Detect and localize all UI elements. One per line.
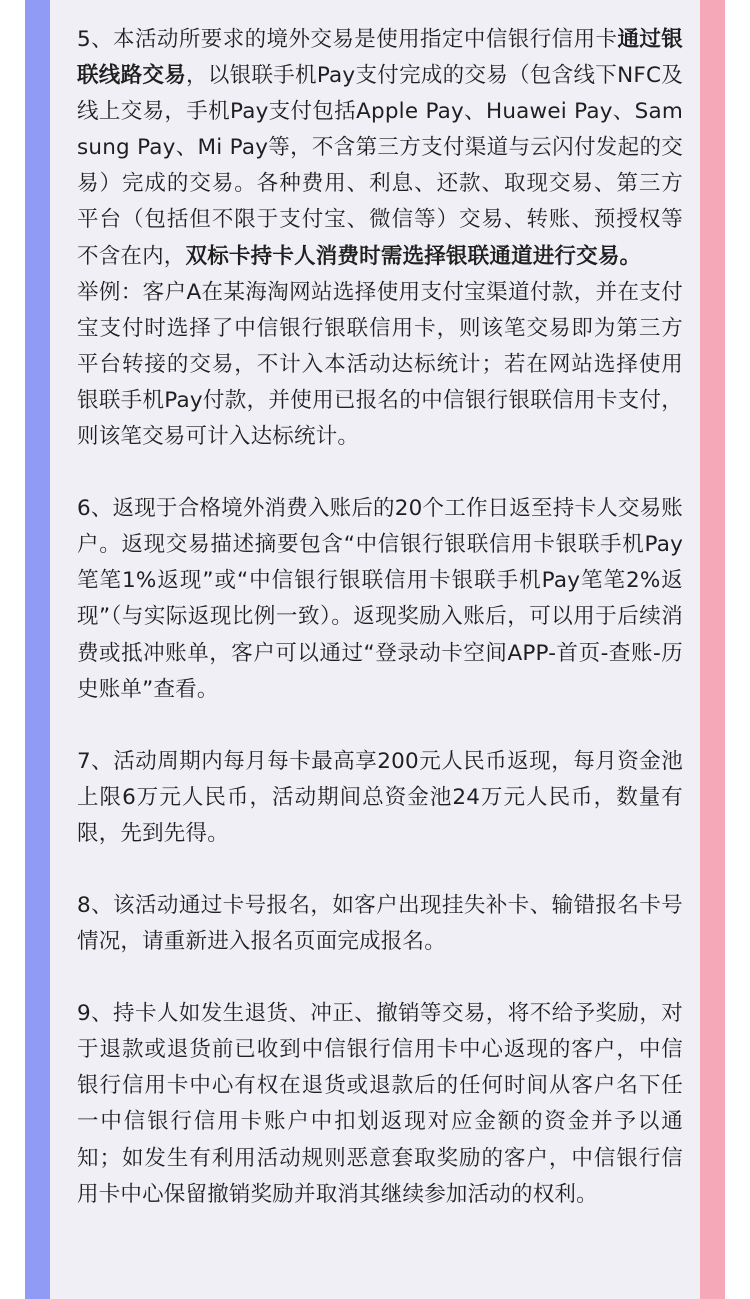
rule-7: 7、活动周期内每月每卡最高享200元人民币返现，每月资金池上限6万元人民币，活动期间总资金池24万元人民币，数量有限，先到先得。 xyxy=(77,748,683,846)
rule-5-example: 举例：客户A在某海淘网站选择使用支付宝渠道付款，并在支付宝支付时选择了中信银行银联信用卡，则该笔交易即为第三方平台转接的交易，不计入本活动达标统计；若在网站选择使用银联手机Pay付款，并使用已报名的中信银行银联信用卡支付，则该笔交易可计入达标统计。 xyxy=(77,279,683,450)
rules-text xyxy=(77,22,683,1213)
rule-5-text-c: ，以银联手机Pay支付完成的交易（包含线下NFC及线上交易，手机Pay支付包括Apple Pay、Huawei Pay、Samsung Pay、Mi Pay等，不含第三方支付渠道与云闪付发起的交易）完成的交易。各种费用、利息、还款、取现交易、第三方平台（包括但不限于支付宝、微信等）交易、转账、预授权等不含在内， xyxy=(77,63,683,269)
rule-5-text-a: 5、本活动所要求的境外交易是使用指定中信银行信用卡 xyxy=(77,27,618,52)
rule-5-emphasis-union-route: 通过银联线路交易 xyxy=(77,27,683,89)
right-decorative-stripe xyxy=(700,0,725,1299)
rule-5 xyxy=(77,22,683,275)
rule-5-emphasis-dual-card: 双标卡持卡人消费时需选择银联通道进行交易。 xyxy=(185,243,642,269)
rule-6: 6、返现于合格境外消费入账后的20个工作日返至持卡人交易账户。返现交易描述摘要包含“中信银行银联信用卡银联手机Pay笔笔1%返现”或“中信银行银联信用卡银联手机Pay笔笔2%返现”（与实际返现比例一致）。返现奖励入账后，可以用于后续消费或抵冲账单，客户可以通过“登录动卡空间APP-首页-查账-历史账单”查看。 xyxy=(77,496,683,702)
rule-8: 8、该活动通过卡号报名，如客户出现挂失补卡、输错报名卡号情况，请重新进入报名页面完成报名。 xyxy=(77,892,683,955)
left-decorative-stripe xyxy=(25,0,50,1299)
rule-9: 9、持卡人如发生退货、冲正、撤销等交易，将不给予奖励，对于退款或退货前已收到中信银行信用卡中心返现的客户，中信银行信用卡中心有权在退货或退款后的任何时间从客户名下任一中信银行信用卡账户中扣划返现对应金额的资金并予以通知；如发生有利用活动规则恶意套取奖励的客户，中信银行信用卡中心保留撤销奖励并取消其继续参加活动的权利。 xyxy=(77,1001,683,1207)
